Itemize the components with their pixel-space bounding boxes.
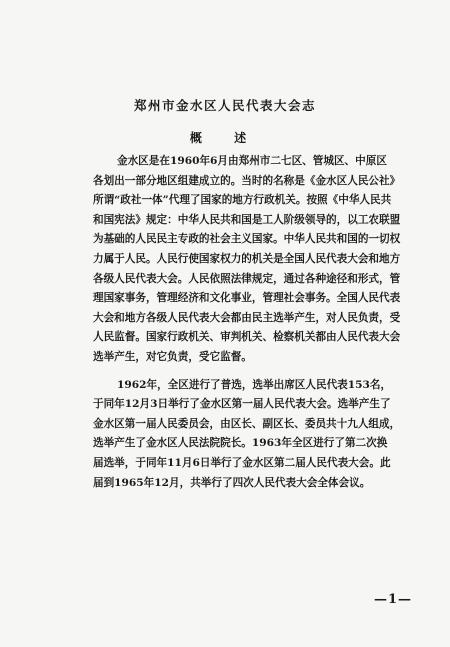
page-number: —1—	[374, 592, 413, 607]
paragraph	[93, 152, 415, 368]
text-line: 各划出一部分地区组建成立的。当时的名称是《金水区人民公社》	[93, 174, 401, 187]
document-body	[93, 152, 415, 493]
document-title: 郑州市金水区人民代表大会志	[133, 98, 316, 113]
text-line: 人民监督。国家行政机关、审判机关、检察机关都由人民代表大会	[93, 331, 401, 344]
text-line: 所谓“政社一体”代理了国家的地方行政机关。按照《中华人民共	[93, 194, 392, 207]
text-line: 选举产生了金水区人民法院院长。1963年全区进行了第二次换	[93, 437, 388, 450]
text-line: 届到1965年12月，共举行了四次人民代表大会全体会议。	[93, 476, 371, 489]
text-line: 理国家事务，管理经济和文化事业，管理社会事务。全国人民代表	[93, 292, 401, 305]
paragraph	[93, 376, 415, 494]
text-line: 为基础的人民民主专政的社会主义国家。中华人民共和国的一切权	[93, 233, 401, 246]
text-line: 于同年12月3日举行了金水区第一届人民代表大会。选举产生了	[93, 398, 391, 411]
text-line: 1962年，全区进行了普选，选举出席区人民代表153名，	[117, 378, 392, 391]
text-line: 力属于人民。人民行使国家权力的机关是全国人民代表大会和地方	[93, 252, 401, 265]
text-line: 届选举，于同年11月6日举行了金水区第二届人民代表大会。此	[93, 456, 391, 469]
section-heading: 概 述	[189, 131, 261, 145]
text-line: 和国宪法》规定：中华人民共和国是工人阶级领导的，以工农联盟	[93, 213, 401, 226]
text-line: 大会和地方各级人民代表大会都由民主选举产生，对人民负责，受	[93, 311, 401, 324]
text-line: 选举产生，对它负责，受它监督。	[93, 350, 252, 363]
text-line: 金水区第一届人民委员会，由区长、副区长、委员共十九人组成，	[93, 417, 401, 430]
paragraph-gap	[93, 368, 415, 376]
text-line: 各级人民代表大会。人民依照法律规定，通过各种途径和形式，管	[93, 272, 401, 285]
text-line: 金水区是在1960年6月由郑州市二七区、管城区、中原区	[117, 155, 387, 167]
